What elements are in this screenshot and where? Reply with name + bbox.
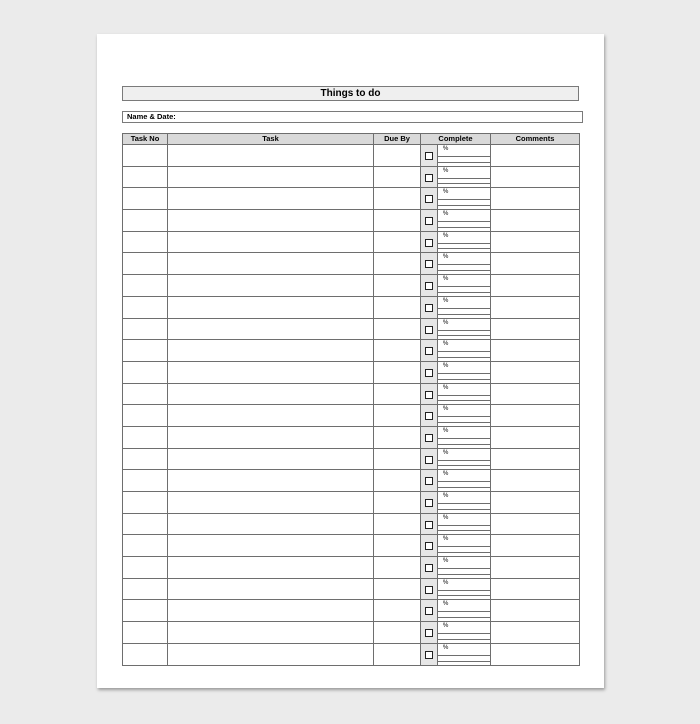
complete-checkbox[interactable] [425, 499, 433, 507]
percent-sign: % [443, 384, 449, 391]
percent-field[interactable] [438, 600, 490, 612]
percent-sign: % [443, 362, 449, 369]
comments-cell[interactable] [491, 275, 580, 297]
percent-complete-cell[interactable] [438, 578, 491, 600]
complete-checkbox-cell [421, 275, 438, 297]
table-row [123, 470, 580, 492]
percent-complete-cell[interactable] [438, 600, 491, 622]
percent-sign: % [443, 341, 449, 348]
due-by-cell[interactable] [374, 253, 421, 275]
percent-field[interactable] [438, 557, 490, 569]
percent-field[interactable] [438, 319, 490, 331]
percent-complete-cell[interactable] [438, 513, 491, 535]
comments-cell[interactable] [491, 492, 580, 514]
percent-complete-cell[interactable] [438, 166, 491, 188]
complete-checkbox-cell [421, 426, 438, 448]
percent-field[interactable] [438, 579, 490, 591]
comments-cell[interactable] [491, 145, 580, 167]
due-by-cell[interactable] [374, 210, 421, 232]
percent-sign: % [443, 232, 449, 239]
percent-divider [438, 552, 490, 556]
percent-field[interactable] [438, 145, 490, 157]
comments-cell[interactable] [491, 210, 580, 232]
percent-divider [438, 574, 490, 578]
task-cell[interactable] [168, 600, 374, 622]
task-no-cell[interactable] [123, 578, 168, 600]
task-cell[interactable] [168, 361, 374, 383]
task-cell[interactable] [168, 145, 374, 167]
complete-checkbox[interactable] [425, 391, 433, 399]
task-no-cell[interactable] [123, 600, 168, 622]
percent-sign: % [443, 254, 449, 261]
percent-divider [438, 639, 490, 643]
table-row [123, 448, 580, 470]
percent-divider [438, 357, 490, 361]
due-by-cell[interactable] [374, 318, 421, 340]
comments-cell[interactable] [491, 166, 580, 188]
table-row [123, 557, 580, 579]
percent-divider [438, 270, 490, 274]
task-cell[interactable] [168, 275, 374, 297]
comments-cell[interactable] [491, 470, 580, 492]
complete-checkbox[interactable] [425, 434, 433, 442]
task-no-cell[interactable] [123, 535, 168, 557]
percent-divider [438, 509, 490, 513]
percent-sign: % [443, 536, 449, 543]
percent-complete-cell[interactable] [438, 426, 491, 448]
due-by-cell[interactable] [374, 166, 421, 188]
comments-cell[interactable] [491, 513, 580, 535]
percent-complete-cell[interactable] [438, 231, 491, 253]
percent-field[interactable] [438, 384, 490, 396]
task-cell[interactable] [168, 188, 374, 210]
table-row [123, 578, 580, 600]
percent-divider [438, 617, 490, 621]
comments-cell[interactable] [491, 405, 580, 427]
percent-divider [438, 162, 490, 166]
percent-complete-cell[interactable] [438, 383, 491, 405]
comments-cell[interactable] [491, 318, 580, 340]
comments-cell[interactable] [491, 535, 580, 557]
table-row [123, 361, 580, 383]
due-by-cell[interactable] [374, 600, 421, 622]
percent-sign: % [443, 427, 449, 434]
complete-checkbox-cell [421, 470, 438, 492]
task-no-cell[interactable] [123, 275, 168, 297]
comments-cell[interactable] [491, 361, 580, 383]
comments-cell[interactable] [491, 578, 580, 600]
percent-field[interactable] [438, 470, 490, 482]
percent-divider [438, 227, 490, 231]
due-by-cell[interactable] [374, 643, 421, 665]
complete-checkbox[interactable] [425, 477, 433, 485]
percent-sign: % [443, 146, 449, 152]
complete-checkbox[interactable] [425, 282, 433, 290]
complete-checkbox-cell [421, 535, 438, 557]
comments-cell[interactable] [491, 340, 580, 362]
complete-checkbox[interactable] [425, 586, 433, 594]
percent-field[interactable] [438, 362, 490, 374]
table-row [123, 275, 580, 297]
percent-field[interactable] [438, 644, 490, 656]
table-row [123, 622, 580, 644]
percent-divider [438, 444, 490, 448]
column-header-complete: Complete [421, 134, 491, 145]
complete-checkbox-cell [421, 643, 438, 665]
percent-sign: % [443, 558, 449, 565]
due-by-cell[interactable] [374, 145, 421, 167]
table-row [123, 231, 580, 253]
percent-complete-cell[interactable] [438, 296, 491, 318]
percent-divider [438, 335, 490, 339]
complete-checkbox[interactable] [425, 174, 433, 182]
comments-cell[interactable] [491, 253, 580, 275]
percent-field[interactable] [438, 405, 490, 417]
due-by-cell[interactable] [374, 405, 421, 427]
percent-complete-cell[interactable] [438, 275, 491, 297]
percent-divider [438, 422, 490, 426]
task-cell[interactable] [168, 166, 374, 188]
task-no-cell[interactable] [123, 361, 168, 383]
table-row [123, 166, 580, 188]
due-by-cell[interactable] [374, 275, 421, 297]
comments-cell[interactable] [491, 557, 580, 579]
percent-complete-cell[interactable] [438, 492, 491, 514]
percent-sign: % [443, 189, 449, 196]
complete-checkbox[interactable] [425, 542, 433, 550]
task-cell[interactable] [168, 535, 374, 557]
percent-sign: % [443, 211, 449, 218]
task-no-cell[interactable] [123, 210, 168, 232]
percent-complete-cell[interactable] [438, 188, 491, 210]
task-no-cell[interactable] [123, 622, 168, 644]
task-no-cell[interactable] [123, 643, 168, 665]
percent-sign: % [443, 471, 449, 478]
percent-field[interactable] [438, 167, 490, 179]
comments-cell[interactable] [491, 383, 580, 405]
table-row [123, 600, 580, 622]
percent-field[interactable] [438, 622, 490, 634]
due-by-cell[interactable] [374, 492, 421, 514]
complete-checkbox-cell [421, 622, 438, 644]
task-cell[interactable] [168, 513, 374, 535]
task-no-cell[interactable] [123, 296, 168, 318]
complete-checkbox[interactable] [425, 651, 433, 659]
table-row [123, 318, 580, 340]
complete-checkbox[interactable] [425, 195, 433, 203]
percent-sign: % [443, 514, 449, 521]
complete-checkbox-cell [421, 448, 438, 470]
percent-field[interactable] [438, 232, 490, 244]
due-by-cell[interactable] [374, 513, 421, 535]
percent-sign: % [443, 579, 449, 586]
table-row [123, 643, 580, 665]
due-by-cell[interactable] [374, 470, 421, 492]
task-cell[interactable] [168, 492, 374, 514]
complete-checkbox-cell [421, 166, 438, 188]
table-row [123, 405, 580, 427]
table-row [123, 210, 580, 232]
complete-checkbox[interactable] [425, 260, 433, 268]
document-page [97, 34, 604, 688]
percent-complete-cell[interactable] [438, 622, 491, 644]
percent-divider [438, 661, 490, 665]
percent-field[interactable] [438, 514, 490, 526]
percent-complete-cell[interactable] [438, 340, 491, 362]
task-cell[interactable] [168, 643, 374, 665]
task-cell[interactable] [168, 557, 374, 579]
percent-complete-cell[interactable] [438, 210, 491, 232]
percent-sign: % [443, 449, 449, 456]
task-table-body [123, 145, 580, 666]
task-no-cell[interactable] [123, 448, 168, 470]
percent-divider [438, 314, 490, 318]
comments-cell[interactable] [491, 426, 580, 448]
comments-cell[interactable] [491, 448, 580, 470]
complete-checkbox-cell [421, 318, 438, 340]
task-no-cell[interactable] [123, 405, 168, 427]
complete-checkbox[interactable] [425, 412, 433, 420]
task-cell[interactable] [168, 231, 374, 253]
comments-cell[interactable] [491, 643, 580, 665]
complete-checkbox-cell [421, 383, 438, 405]
task-cell[interactable] [168, 622, 374, 644]
complete-checkbox-cell [421, 253, 438, 275]
task-no-cell[interactable] [123, 557, 168, 579]
task-no-cell[interactable] [123, 470, 168, 492]
percent-complete-cell[interactable] [438, 470, 491, 492]
name-date-label: Name & Date: [127, 112, 176, 121]
due-by-cell[interactable] [374, 296, 421, 318]
percent-field[interactable] [438, 253, 490, 265]
percent-field[interactable] [438, 427, 490, 439]
due-by-cell[interactable] [374, 361, 421, 383]
percent-field[interactable] [438, 210, 490, 222]
due-by-cell[interactable] [374, 557, 421, 579]
complete-checkbox-cell [421, 557, 438, 579]
complete-checkbox[interactable] [425, 456, 433, 464]
due-by-cell[interactable] [374, 622, 421, 644]
task-cell[interactable] [168, 470, 374, 492]
complete-checkbox[interactable] [425, 629, 433, 637]
percent-complete-cell[interactable] [438, 318, 491, 340]
complete-checkbox-cell [421, 188, 438, 210]
percent-sign: % [443, 644, 449, 651]
complete-checkbox[interactable] [425, 152, 433, 160]
percent-divider [438, 400, 490, 404]
complete-checkbox-cell [421, 145, 438, 167]
percent-field[interactable] [438, 449, 490, 461]
column-header-due-by: Due By [374, 134, 421, 145]
complete-checkbox-cell [421, 210, 438, 232]
percent-sign: % [443, 276, 449, 283]
task-no-cell[interactable] [123, 492, 168, 514]
percent-divider [438, 595, 490, 599]
percent-field[interactable] [438, 275, 490, 287]
task-cell[interactable] [168, 253, 374, 275]
due-by-cell[interactable] [374, 231, 421, 253]
task-no-cell[interactable] [123, 513, 168, 535]
task-no-cell[interactable] [123, 145, 168, 167]
task-cell[interactable] [168, 405, 374, 427]
task-no-cell[interactable] [123, 166, 168, 188]
due-by-cell[interactable] [374, 188, 421, 210]
task-no-cell[interactable] [123, 231, 168, 253]
task-no-cell[interactable] [123, 340, 168, 362]
complete-checkbox[interactable] [425, 369, 433, 377]
percent-field[interactable] [438, 188, 490, 200]
task-table [122, 133, 580, 666]
comments-cell[interactable] [491, 296, 580, 318]
percent-sign: % [443, 167, 449, 174]
complete-checkbox-cell [421, 492, 438, 514]
complete-checkbox-cell [421, 361, 438, 383]
percent-field[interactable] [438, 535, 490, 547]
task-cell[interactable] [168, 426, 374, 448]
complete-checkbox[interactable] [425, 521, 433, 529]
percent-divider [438, 530, 490, 534]
percent-complete-cell[interactable] [438, 557, 491, 579]
complete-checkbox-cell [421, 296, 438, 318]
column-header-task: Task [168, 134, 374, 145]
complete-checkbox-cell [421, 340, 438, 362]
table-row [123, 492, 580, 514]
complete-checkbox[interactable] [425, 347, 433, 355]
complete-checkbox[interactable] [425, 326, 433, 334]
complete-checkbox-cell [421, 578, 438, 600]
table-row [123, 535, 580, 557]
complete-checkbox-cell [421, 513, 438, 535]
due-by-cell[interactable] [374, 448, 421, 470]
table-row [123, 340, 580, 362]
comments-cell[interactable] [491, 622, 580, 644]
complete-checkbox[interactable] [425, 607, 433, 615]
task-no-cell[interactable] [123, 383, 168, 405]
column-header-comments: Comments [491, 134, 580, 145]
percent-complete-cell[interactable] [438, 145, 491, 167]
document-title: Things to do [122, 86, 579, 101]
task-cell[interactable] [168, 296, 374, 318]
table-row [123, 426, 580, 448]
task-cell[interactable] [168, 318, 374, 340]
percent-sign: % [443, 493, 449, 499]
table-row [123, 383, 580, 405]
complete-checkbox-cell [421, 600, 438, 622]
percent-sign: % [443, 623, 449, 630]
complete-checkbox[interactable] [425, 564, 433, 572]
percent-sign: % [443, 406, 449, 413]
percent-sign: % [443, 319, 449, 326]
percent-divider [438, 183, 490, 187]
table-header-row [123, 134, 580, 145]
task-cell[interactable] [168, 210, 374, 232]
complete-checkbox[interactable] [425, 304, 433, 312]
task-cell[interactable] [168, 383, 374, 405]
task-no-cell[interactable] [123, 426, 168, 448]
percent-divider [438, 248, 490, 252]
comments-cell[interactable] [491, 600, 580, 622]
percent-complete-cell[interactable] [438, 448, 491, 470]
percent-complete-cell[interactable] [438, 361, 491, 383]
table-row [123, 513, 580, 535]
percent-complete-cell[interactable] [438, 253, 491, 275]
percent-divider [438, 205, 490, 209]
comments-cell[interactable] [491, 231, 580, 253]
task-no-cell[interactable] [123, 318, 168, 340]
percent-sign: % [443, 601, 449, 608]
percent-divider [438, 465, 490, 469]
percent-divider [438, 487, 490, 491]
task-cell[interactable] [168, 340, 374, 362]
percent-field[interactable] [438, 297, 490, 309]
due-by-cell[interactable] [374, 535, 421, 557]
percent-complete-cell[interactable] [438, 405, 491, 427]
percent-sign: % [443, 297, 449, 304]
due-by-cell[interactable] [374, 383, 421, 405]
table-row [123, 253, 580, 275]
percent-complete-cell[interactable] [438, 643, 491, 665]
complete-checkbox[interactable] [425, 239, 433, 247]
table-row [123, 145, 580, 167]
task-no-cell[interactable] [123, 188, 168, 210]
complete-checkbox-cell [421, 231, 438, 253]
comments-cell[interactable] [491, 188, 580, 210]
percent-field[interactable] [438, 340, 490, 352]
column-header-task-no: Task No [123, 134, 168, 145]
due-by-cell[interactable] [374, 578, 421, 600]
percent-complete-cell[interactable] [438, 535, 491, 557]
complete-checkbox[interactable] [425, 217, 433, 225]
due-by-cell[interactable] [374, 426, 421, 448]
task-cell[interactable] [168, 448, 374, 470]
task-no-cell[interactable] [123, 253, 168, 275]
table-row [123, 188, 580, 210]
percent-divider [438, 379, 490, 383]
percent-divider [438, 292, 490, 296]
percent-field[interactable] [438, 492, 490, 504]
complete-checkbox-cell [421, 405, 438, 427]
name-date-field[interactable] [122, 111, 583, 123]
task-cell[interactable] [168, 578, 374, 600]
table-row [123, 296, 580, 318]
due-by-cell[interactable] [374, 340, 421, 362]
